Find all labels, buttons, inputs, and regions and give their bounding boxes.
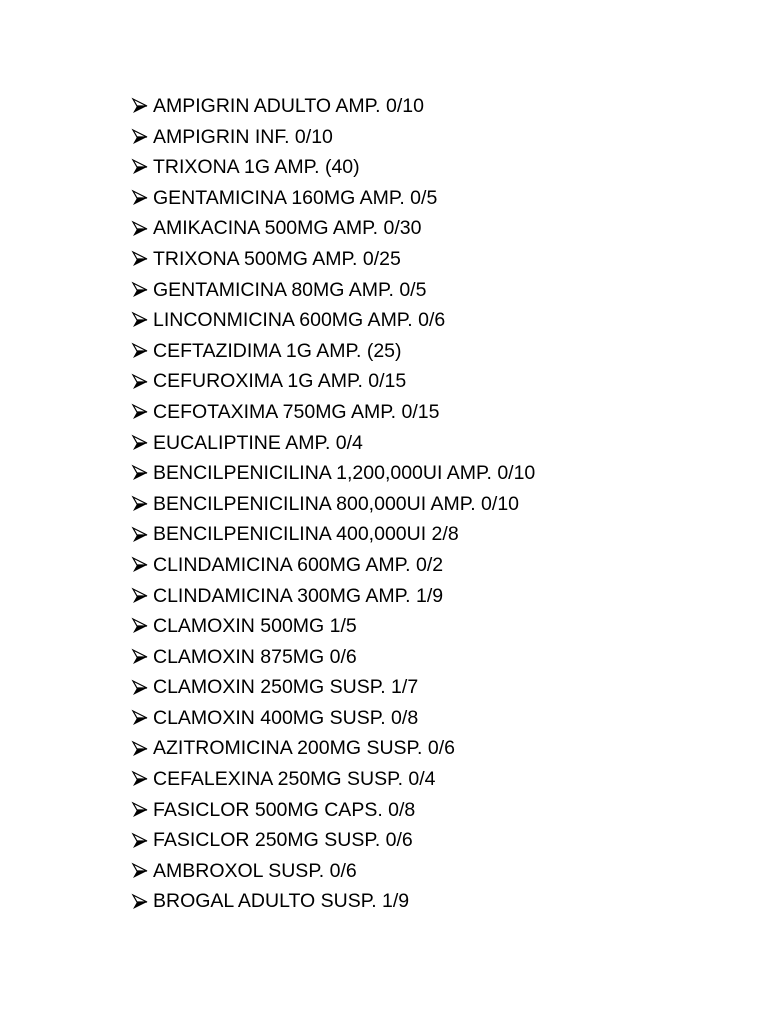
arrow-bullet-icon [131,893,153,911]
arrow-bullet-icon [131,495,153,513]
list-item [131,305,535,336]
arrow-bullet-icon [131,342,153,360]
list-item-text: LINCONMICINA 600MG AMP. 0/6 [153,309,446,332]
list-item [131,122,535,153]
list-item-text: CLAMOXIN 875MG 0/6 [153,645,357,668]
list-item [131,489,535,520]
arrow-bullet-icon [131,464,153,482]
list-item [131,703,535,734]
list-item-text: GENTAMICINA 160MG AMP. 0/5 [153,186,438,209]
list-item [131,519,535,550]
list-item-text: TRIXONA 500MG AMP. 0/25 [153,247,401,270]
arrow-bullet-icon [131,801,153,819]
list-item [131,275,535,306]
list-item [131,581,535,612]
list-item-text: FASICLOR 250MG SUSP. 0/6 [153,829,413,852]
list-item-text: GENTAMICINA 80MG AMP. 0/5 [153,278,427,301]
list-item [131,764,535,795]
arrow-bullet-icon [131,740,153,758]
list-item-text: CEFUROXIMA 1G AMP. 0/15 [153,370,407,393]
list-item-text: TRIXONA 1G AMP. (40) [153,156,360,179]
arrow-bullet-icon [131,250,153,268]
list-item-text: CLAMOXIN 500MG 1/5 [153,615,357,638]
arrow-bullet-icon [131,770,153,788]
list-item-text: AMBROXOL SUSP. 0/6 [153,859,357,882]
list-item [131,397,535,428]
list-item [131,550,535,581]
list-item-text: CEFALEXINA 250MG SUSP. 0/4 [153,768,436,791]
arrow-bullet-icon [131,617,153,635]
arrow-bullet-icon [131,373,153,391]
list-item-text: CLAMOXIN 400MG SUSP. 0/8 [153,706,419,729]
list-item [131,91,535,122]
list-item-text: AMPIGRIN ADULTO AMP. 0/10 [153,95,424,117]
list-item [131,244,535,275]
arrow-bullet-icon [131,158,153,176]
list-item-text: CLINDAMICINA 300MG AMP. 1/9 [153,584,444,607]
list-item-text: AZITROMICINA 200MG SUSP. 0/6 [153,737,455,760]
list-item-text: AMPIGRIN INF. 0/10 [153,125,333,148]
list-item [131,458,535,489]
arrow-bullet-icon [131,403,153,421]
arrow-bullet-icon [131,648,153,666]
list-item [131,856,535,887]
list-item [131,825,535,856]
arrow-bullet-icon [131,434,153,452]
list-item [131,611,535,642]
list-item [131,152,535,183]
arrow-bullet-icon [131,862,153,880]
list-item-text: AMIKACINA 500MG AMP. 0/30 [153,217,422,240]
arrow-bullet-icon [131,679,153,697]
arrow-bullet-icon [131,832,153,850]
list-item-text: FASICLOR 500MG CAPS. 0/8 [153,798,416,821]
list-item [131,795,535,826]
list-item-text: CLINDAMICINA 600MG AMP. 0/2 [153,553,444,576]
arrow-bullet-icon [131,587,153,605]
list-item [131,336,535,367]
list-item-text: BENCILPENICILINA 800,000UI AMP. 0/10 [153,492,520,515]
arrow-bullet-icon [131,311,153,329]
arrow-bullet-icon [131,220,153,238]
arrow-bullet-icon [131,97,153,115]
list-item [131,886,535,917]
list-item-text: CLAMOXIN 250MG SUSP. 1/7 [153,676,419,699]
medication-list [131,91,535,917]
arrow-bullet-icon [131,128,153,146]
list-item-text: CEFOTAXIMA 750MG AMP. 0/15 [153,400,440,423]
list-item [131,642,535,673]
arrow-bullet-icon [131,556,153,574]
arrow-bullet-icon [131,709,153,727]
list-item [131,733,535,764]
arrow-bullet-icon [131,526,153,544]
list-item-text: BENCILPENICILINA 400,000UI 2/8 [153,523,459,546]
list-item-text: BENCILPENICILINA 1,200,000UI AMP. 0/10 [153,462,536,485]
list-item-text: CEFTAZIDIMA 1G AMP. (25) [153,339,402,362]
list-item [131,183,535,214]
list-item [131,428,535,459]
list-item [131,213,535,244]
list-item [131,366,535,397]
list-item-text: BROGAL ADULTO SUSP. 1/9 [153,890,410,913]
arrow-bullet-icon [131,189,153,207]
list-item [131,672,535,703]
list-item-text: EUCALIPTINE AMP. 0/4 [153,431,363,454]
arrow-bullet-icon [131,281,153,299]
